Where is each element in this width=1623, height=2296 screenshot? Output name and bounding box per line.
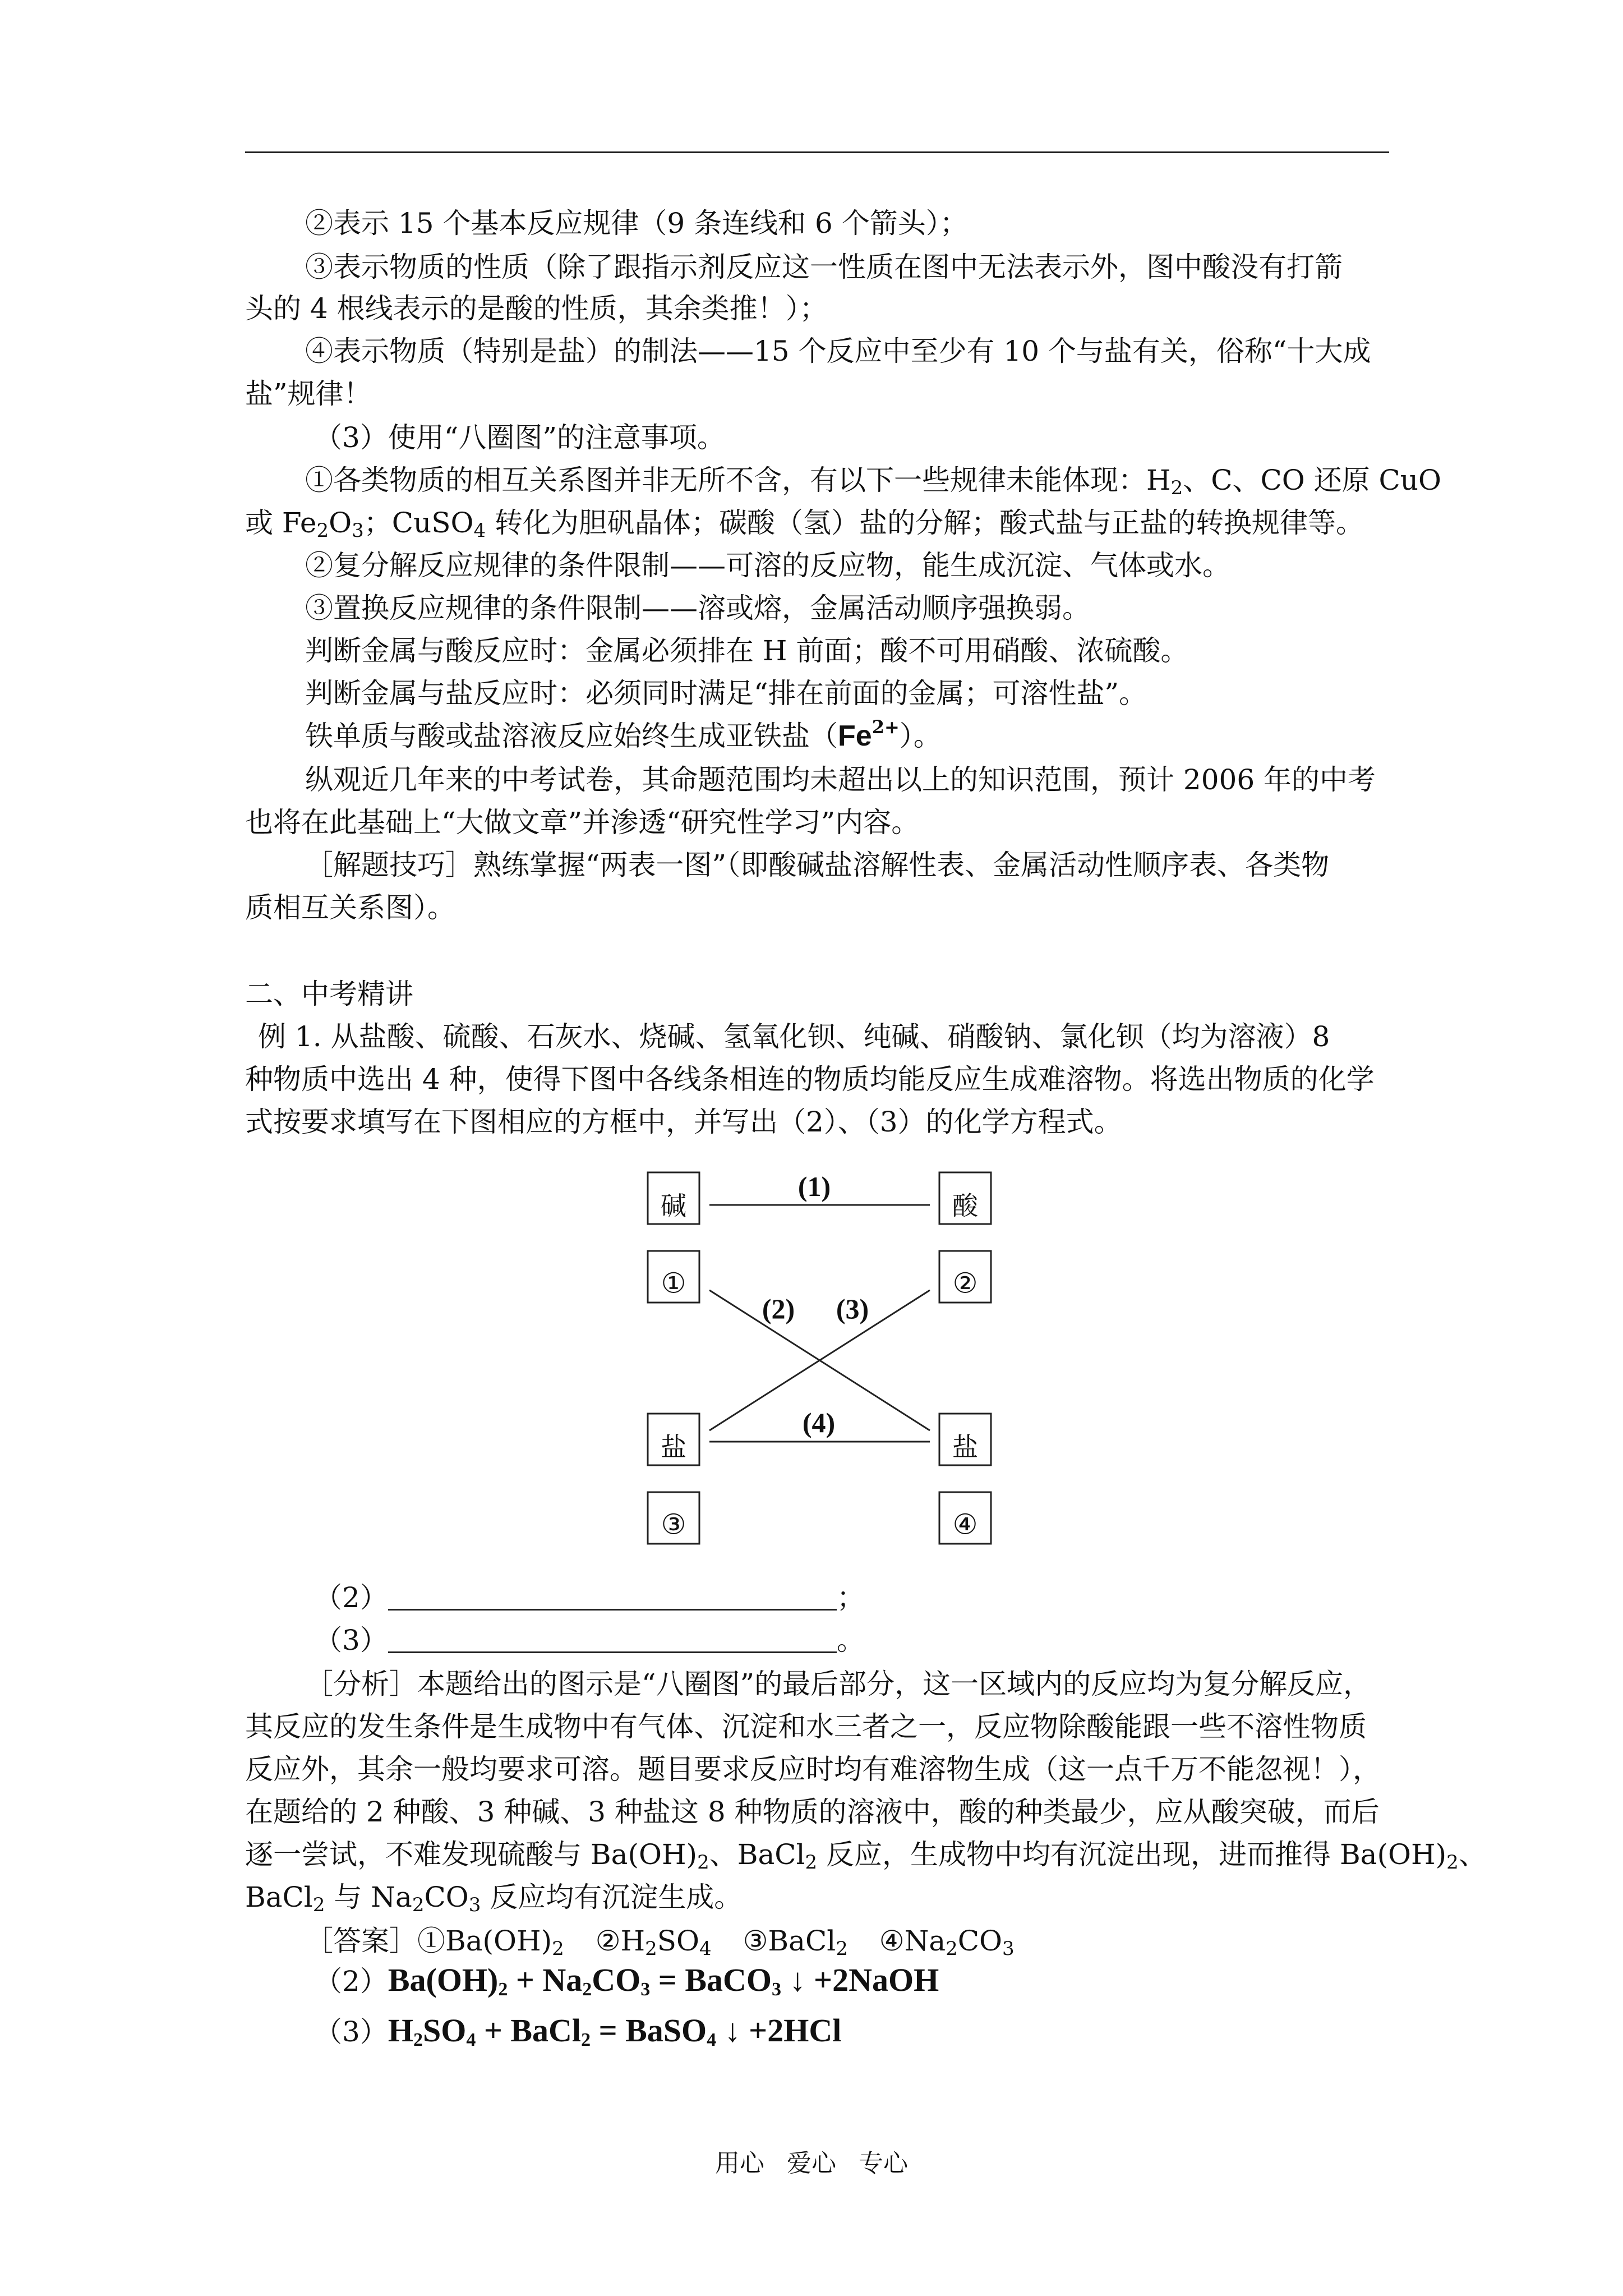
paragraph: ［解题技巧］熟练掌握“两表一图”（即酸碱盐溶解性表、金属活动性顺序表、各类物: [305, 849, 1330, 881]
paragraph: 逐一尝试，不难发现硫酸与 $Ba(OH)_2$、BaCl$_2$ 反应，生成物中均有沉淀出现，进而推得 $Ba(OH)_2$、: [245, 1838, 1487, 1874]
section-heading: （3）使用“八圈图”的注意事项。: [314, 421, 725, 454]
box-salt-left-label: 盐: [661, 1432, 686, 1462]
line-4-label: (4): [802, 1407, 836, 1438]
answer-line: ［答案$]①Ba(OH)_2$ $②H_2SO_4$ ③BaCl$_2$ $④Na_2CO_3$: [305, 1925, 1015, 1960]
paragraph: 也将在此基础上“大做文章”并渗透“研究性学习”内容。: [245, 806, 920, 839]
paragraph: BaCl$_2$ 与 $Na_2CO_3$ 反应均有沉淀生成。: [245, 1881, 743, 1916]
page-footer: 用心 爱心 专心: [715, 2149, 908, 2178]
blank-line[interactable]: [388, 1627, 837, 1653]
line-1-label: (1): [797, 1171, 831, 1202]
paragraph: 质相互关系图）。: [245, 891, 455, 924]
paragraph: 式按要求填写在下图相应的方框中，并写出（2）、（3）的化学方程式。: [245, 1106, 1122, 1138]
answer-blank-2: （2） ；: [314, 1581, 865, 1614]
reaction-diagram: [617, 1156, 1021, 1559]
paragraph: ④表示物质（特别是盐）的制法——15 个反应中至少有 10 个与盐有关，俗称“十大成: [305, 335, 1371, 367]
line-2-label: (2): [762, 1293, 795, 1324]
paragraph: 反应外，其余一般均要求可溶。题目要求反应时均有难溶物生成（这一点千万不能忽视！），: [245, 1753, 1381, 1786]
paragraph: 种物质中选出 4 种，使得下图中各线条相连的物质均能反应生成难溶物。将选出物质的化学: [245, 1063, 1375, 1096]
box-4-label: ④: [952, 1508, 978, 1540]
paragraph: 判断金属与酸反应时：金属必须排在 H 前面；酸不可用硝酸、浓硫酸。: [305, 634, 1189, 667]
paragraph: 判断金属与盐反应时：必须同时满足“排在前面的金属；可溶性盐”。: [305, 677, 1147, 710]
equation-2: $(2)Ba(OH)_2 + Na_2CO_3$ = BaCO$_3$ ↓ +2NaOH: [314, 1962, 939, 2000]
paragraph: ②复分解反应规律的条件限制——可溶的反应物，能生成沉淀、气体或水。: [305, 549, 1230, 582]
equation-3: $(3)H_2SO_4$ + BaCl$_2$ = BaSO$_4$ ↓ +2HCl: [314, 2012, 842, 2050]
paragraph: ［分析］本题给出的图示是“八圈图”的最后部分，这一区域内的反应均为复分解反应，: [305, 1668, 1372, 1700]
paragraph: 或 $Fe_2O_3$；CuSO$_4$ 转化为胆矾晶体；碳酸（氢）盐的分解；酸式盐与正盐的转换规律等。: [245, 507, 1364, 542]
paragraph: 头的 4 根线表示的是酸的性质，其余类推！）；: [245, 292, 828, 325]
header-rule: [245, 151, 1389, 153]
box-acid-label: 酸: [952, 1190, 978, 1221]
box-2-label: ②: [952, 1267, 978, 1299]
box-base-label: 碱: [661, 1190, 686, 1221]
section-heading: 二、中考精讲: [245, 978, 413, 1010]
line-3-label: (3): [836, 1293, 869, 1324]
paragraph: 盐”规律！: [245, 378, 372, 410]
paragraph: 在题给的 2 种酸、3 种碱、3 种盐这 8 种物质的溶液中，酸的种类最少，应从酸突破，而后: [245, 1796, 1380, 1828]
box-1-label: ①: [661, 1267, 686, 1299]
paragraph: ②表示 15 个基本反应规律（9 条连线和 6 个箭头）；: [305, 207, 968, 240]
paragraph: ③表示物质的性质（除了跟指示剂反应这一性质在图中无法表示外，图中酸没有打箭: [305, 251, 1343, 283]
box-salt-right-label: 盐: [952, 1432, 978, 1462]
paragraph: 纵观近几年来的中考试卷，其命题范围均未超出以上的知识范围，预计 2006 年的中考: [305, 763, 1376, 796]
paragraph: 铁单质与酸或盐溶液反应始终生成亚铁盐$(Fe^{2+})$。: [305, 716, 942, 752]
paragraph: ①各类物质的相互关系图并非无所不含，有以下一些规律未能体现：$H_2$、C、CO 还原 CuO: [305, 464, 1441, 499]
paragraph: 其反应的发生条件是生成物中有气体、沉淀和水三者之一，反应物除酸能跟一些不溶性物质: [245, 1710, 1367, 1743]
paragraph: 例 1. 从盐酸、硫酸、石灰水、烧碱、氢氧化钡、纯碱、硝酸钠、氯化钡（均为溶液）8: [258, 1020, 1330, 1053]
answer-blank-3: （3） 。: [314, 1624, 865, 1657]
box-3-label: ③: [661, 1508, 686, 1540]
blank-line[interactable]: [388, 1584, 837, 1611]
paragraph: ③置换反应规律的条件限制——溶或熔，金属活动顺序强换弱。: [305, 592, 1090, 624]
